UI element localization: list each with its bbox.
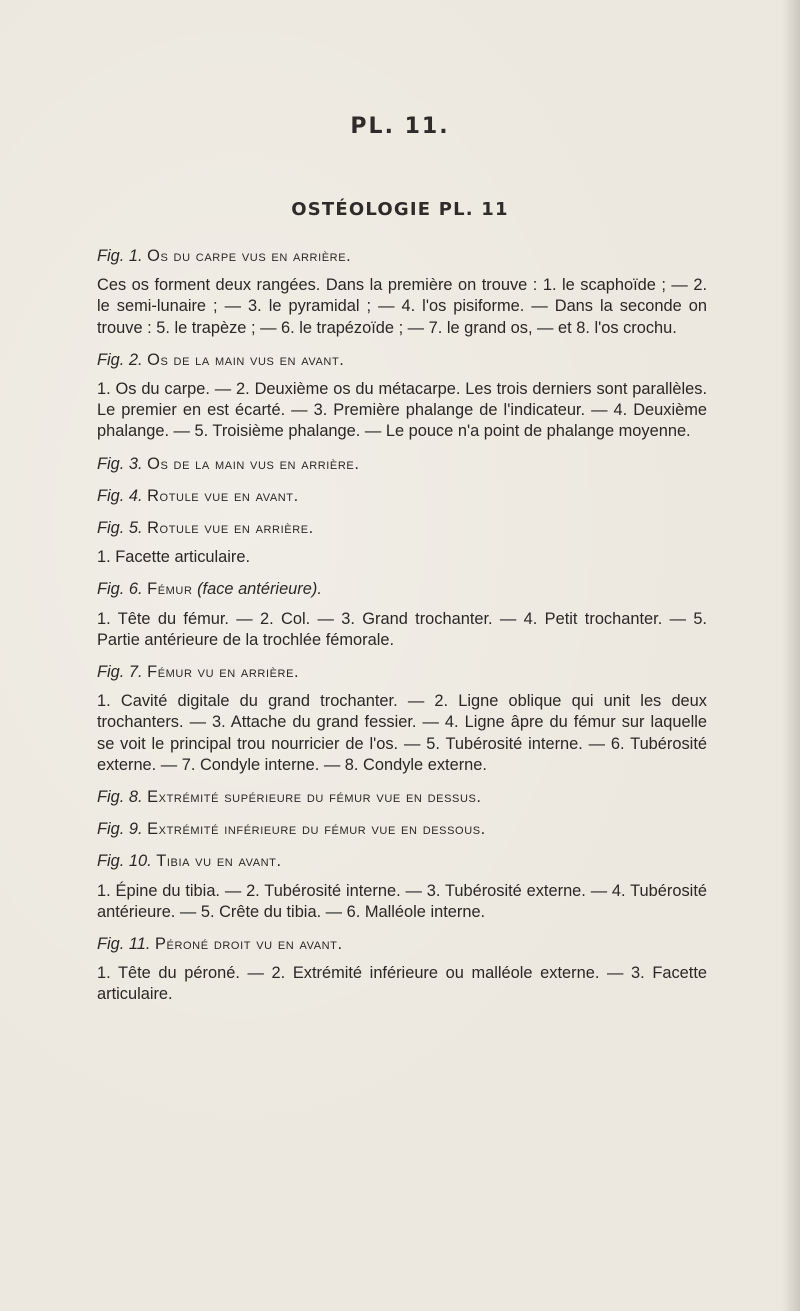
figure-heading <box>97 454 707 475</box>
figure-heading <box>97 518 707 539</box>
figure-description: 1. Os du carpe. — 2. Deuxième os du métacarpe. Les trois derniers sont parallèles. Le premier en est écarté. — 3. Première phalange de l'indicateur. — 4. Deuxième phalange. — 5. Troisième phalange. — Le pouce n'a point de phalange moyenne. <box>97 380 707 441</box>
figure-heading <box>97 662 707 683</box>
figure-description: Ces os forment deux rangées. Dans la première on trouve : 1. le scaphoïde ; — 2. le semi-lunaire ; — 3. le pyramidal ; — 4. l'os pisiforme. — Dans la seconde on trouve : 5. le trapèze ; — 6. le trapézoïde ; — 7. le grand os, — et 8. l'os crochu. <box>97 276 707 337</box>
figure-label: Fig. 9. <box>97 820 143 839</box>
plate-number: PL. 11. <box>350 114 450 139</box>
figure-label: Fig. 8. <box>97 788 143 807</box>
figure-caption: Extrémité supérieure du fémur vue en dessus. <box>147 788 482 807</box>
figure-caption: Extrémité inférieure du fémur vue en dessous. <box>147 820 486 839</box>
figure-label: Fig. 10. <box>97 852 152 871</box>
figure-caption: Os du carpe vus en arrière. <box>147 247 352 265</box>
figure-heading <box>97 934 707 955</box>
figure-description: 1. Épine du tibia. — 2. Tubérosité interne. — 3. Tubérosité externe. — 4. Tubérosité antérieure. — 5. Crête du tibia. — 6. Malléole interne. <box>97 881 707 921</box>
figure-heading <box>97 851 707 872</box>
figure-heading <box>97 350 707 371</box>
figure-caption: Tibia vu en avant. <box>156 852 282 871</box>
figure-caption: Péroné droit vu en avant. <box>155 935 343 954</box>
figure-description: 1. Tête du péroné. — 2. Extrémité inférieure ou malléole externe. — 3. Facette articulaire. <box>97 964 707 1004</box>
figure-caption: Os de la main vus en arrière. <box>147 454 360 473</box>
figure-label: Fig. 6. <box>97 580 143 599</box>
figure-caption: Os de la main vus en avant. <box>147 350 345 369</box>
figure-heading <box>97 579 707 600</box>
figure-description: 1. Tête du fémur. — 2. Col. — 3. Grand trochanter. — 4. Petit trochanter. — 5. Partie antérieure de la trochlée fémorale. <box>97 609 707 649</box>
figure-label: Fig. 3. <box>97 454 143 473</box>
figure-caption: Fémur <box>147 580 193 599</box>
figure-label: Fig. 11. <box>97 935 151 954</box>
figure-label: Fig. 4. <box>97 486 143 505</box>
figure-caption: Rotule vue en avant. <box>147 486 299 505</box>
figure-label: Fig. 1. <box>97 247 143 265</box>
page-edge-shadow <box>782 0 800 1311</box>
figure-heading <box>97 246 707 267</box>
figure-heading <box>97 486 707 507</box>
figure-label: Fig. 5. <box>97 519 143 538</box>
figure-description: 1. Facette articulaire. <box>97 548 251 567</box>
figure-legend-list <box>97 246 707 1006</box>
section-title: OSTÉOLOGIE PL. 11 <box>291 199 509 220</box>
figure-caption: Rotule vue en arrière. <box>147 519 314 538</box>
figure-heading <box>97 787 707 808</box>
figure-description: 1. Cavité digitale du grand trochanter. — 2. Ligne oblique qui unit les deux trochanters. — 3. Attache du grand fessier. — 4. Ligne âpre du fémur sur laquelle se voit le principal trou nourricier de l'os. — 5. Tubérosité interne. — 6. Tubérosité externe. — 7. Condyle interne. — 8. Condyle externe. <box>97 692 707 774</box>
figure-caption: Fémur vu en arrière. <box>147 663 300 682</box>
figure-heading <box>97 819 707 840</box>
figure-label: Fig. 2. <box>97 350 143 369</box>
figure-note: (face antérieure). <box>197 580 322 599</box>
figure-label: Fig. 7. <box>97 663 143 682</box>
